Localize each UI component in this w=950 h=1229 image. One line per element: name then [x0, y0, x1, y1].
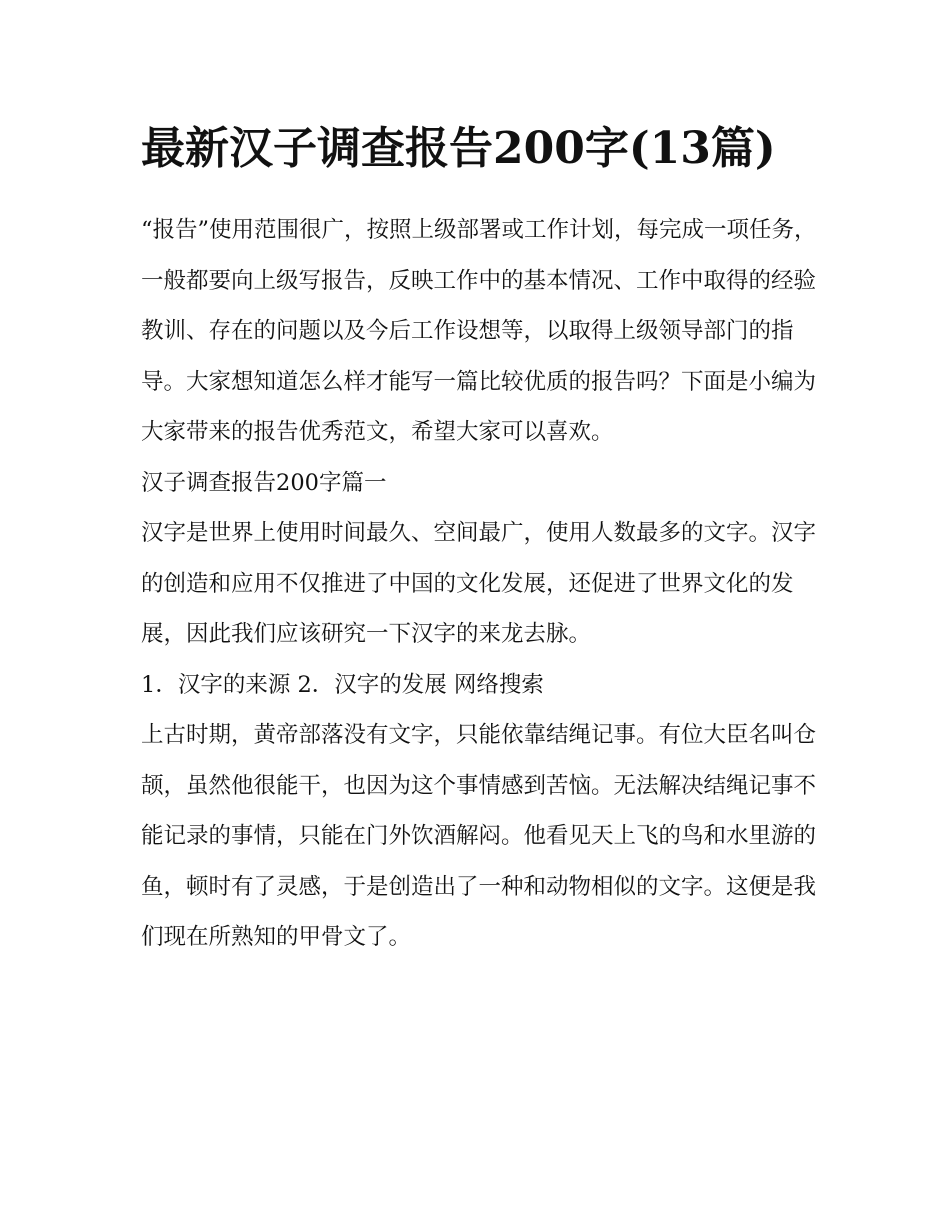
document-title: 最新汉子调查报告200字(13篇): [141, 123, 776, 174]
topic-list: 1．汉字的来源 2．汉字的发展 网络搜索: [141, 671, 544, 698]
body-paragraph: 汉字是世界上使用时间最久、空间最广，使用人数最多的文字。汉字的创造和应用不仅推进了中国的文化发展，还促进了世界文化的发展，因此我们应该研究一下汉字的来龙去脉。: [141, 520, 817, 647]
section-heading: 汉子调查报告200字篇一: [141, 469, 387, 496]
document-page: [141, 110, 817, 963]
body-paragraph: 上古时期，黄帝部落没有文字，只能依靠结绳记事。有位大臣名叫仓颉，虽然他很能干，也因为这个事情感到苦恼。无法解决结绳记事不能记录的事情，只能在门外饮酒解闷。他看见天上飞的鸟和水里游的鱼，顿时有了灵感，于是创造出了一种和动物相似的文字。这便是我们现在所熟知的甲骨文了。: [141, 722, 817, 950]
intro-paragraph: “报告”使用范围很广，按照上级部署或工作计划，每完成一项任务，一般都要向上级写报告，反映工作中的基本情况、工作中取得的经验教训、存在的问题以及今后工作设想等，以取得上级领导部门的指导。大家想知道怎么样才能写一篇比较优质的报告吗？下面是小编为大家带来的报告优秀范文，希望大家可以喜欢。: [141, 217, 817, 445]
